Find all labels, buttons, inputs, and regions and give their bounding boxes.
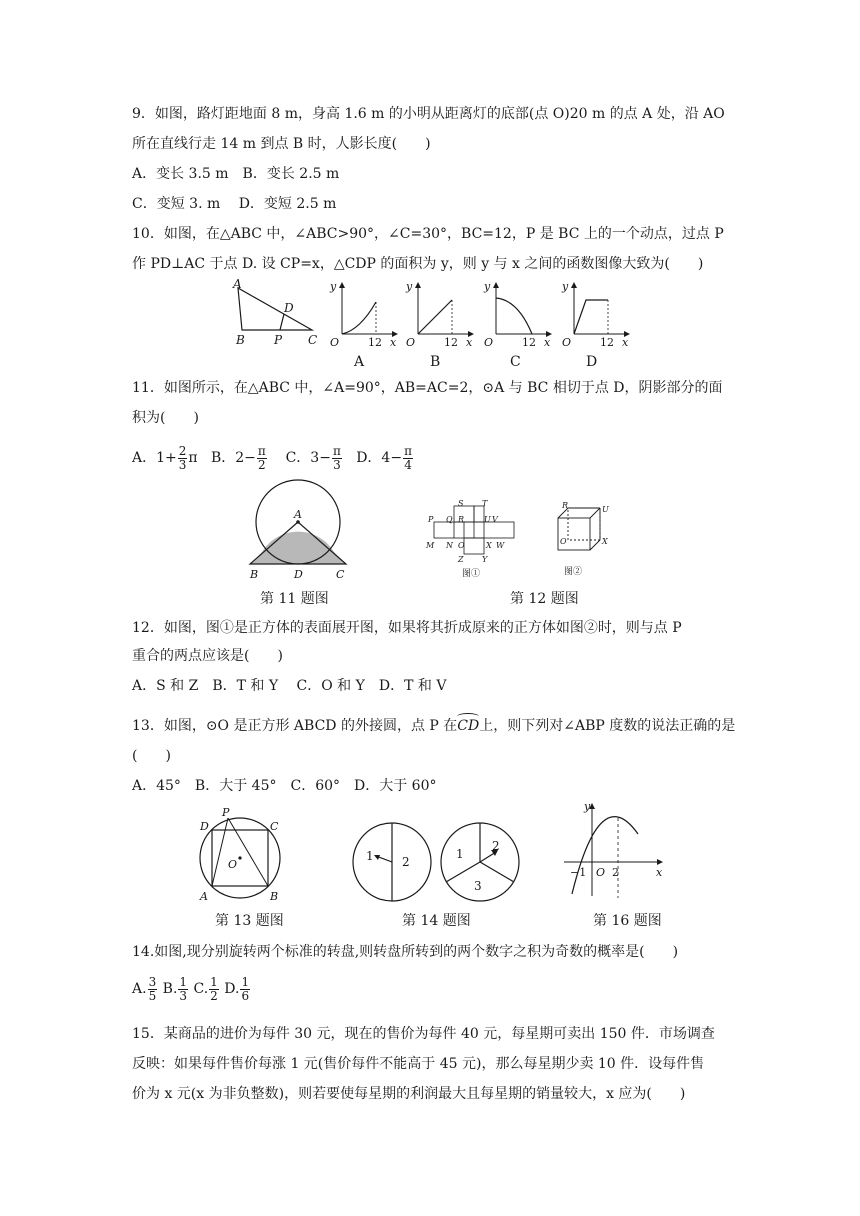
q9-line2: 所在直线行走 14 m 到点 B 时，人影长度( ) [132, 136, 431, 152]
svg-text:y: y [484, 280, 491, 293]
svg-text:A: A [200, 890, 208, 903]
svg-text:3: 3 [474, 879, 482, 893]
q13-line2: ( ) [132, 748, 171, 764]
q10-label-b: B [236, 333, 245, 347]
q11-caption: 第 11 题图 [260, 591, 329, 607]
q15-line2: 反映：如果每件售价每涨 1 元(售价每件不能高于 45 元)，那么每星期少卖 10 件．设每件售 [132, 1056, 705, 1072]
q15-line1: 15．某商品的进价为每件 30 元，现在的售价为每件 40 元，每星期可卖出 150 件．市场调查 [132, 1026, 715, 1042]
q12-line1: 12．如图，图①是正方体的表面展开图，如果将其折成原来的正方体如图②时，则与点 P [132, 620, 682, 636]
q10-line2: 作 PD⊥AC 于点 D. 设 CP=x，△CDP 的面积为 y，则 y 与 x 之间的函数图像大致为( ) [132, 256, 704, 272]
svg-text:x: x [466, 336, 473, 349]
svg-text:T: T [482, 499, 488, 508]
q10-graph-d [560, 280, 636, 370]
svg-text:x: x [544, 336, 551, 349]
svg-text:x: x [656, 866, 663, 879]
svg-text:Z: Z [458, 555, 464, 564]
q11-line2: 积为( ) [132, 410, 199, 426]
q10-choice-a: A [354, 354, 365, 370]
q10-graph-b [404, 280, 480, 370]
q12-fig1-label: 图① [462, 569, 481, 579]
svg-text:A: A [294, 508, 302, 521]
svg-text:y: y [562, 280, 569, 293]
svg-text:12: 12 [368, 336, 382, 349]
q10-choice-b: B [430, 354, 441, 370]
q9-line1: 9．如图，路灯距地面 8 m，身高 1.6 m 的小明从距离灯的底部(点 O)20 m 的点 A 处，沿 AO [132, 106, 725, 122]
svg-text:U: U [484, 515, 491, 524]
svg-text:O: O [560, 537, 567, 546]
q14-line1: 14.如图,现分别旋转两个标准的转盘,则转盘所转到的两个数字之积为奇数的概率是( ) [132, 944, 679, 960]
q10-graph-c [482, 280, 558, 370]
svg-text:O: O [562, 336, 572, 349]
q12-cube-figure [550, 498, 620, 578]
q16-figure [560, 800, 670, 900]
svg-text:Q: Q [446, 515, 453, 524]
q10-triangle-figure [228, 278, 328, 348]
svg-text:X: X [486, 541, 492, 550]
svg-text:y: y [330, 280, 337, 293]
q11-line1: 11．如图所示，在△ABC 中，∠A=90°，AB=AC=2，⊙A 与 BC 相切于点 D，阴影部分的面 [132, 380, 723, 396]
q14-options: A. $\frac{3}{5}$ B. $\frac{1}{3}$ C. $\frac{1}{2}$ D. $\frac{1}{6}$ [132, 974, 250, 1003]
svg-text:X: X [602, 537, 608, 546]
q10-label-p: P [274, 333, 283, 347]
svg-text:B: B [270, 890, 279, 903]
q11-figure [248, 484, 358, 584]
q10-choice-c: C [510, 354, 521, 370]
svg-text:12: 12 [600, 336, 614, 349]
svg-text:O: O [406, 336, 416, 349]
q12-net-figure [424, 500, 524, 580]
svg-text:D: D [200, 820, 209, 833]
svg-text:x: x [390, 336, 397, 349]
q12-line2: 重合的两点应该是( ) [132, 648, 283, 664]
svg-text:O: O [228, 858, 238, 871]
svg-text:P: P [222, 806, 230, 819]
q14-spinner-2 [438, 820, 522, 904]
svg-text:y: y [584, 800, 591, 813]
svg-text:M: M [426, 541, 435, 550]
svg-text:W: W [496, 541, 505, 550]
svg-text:Y: Y [482, 555, 488, 564]
svg-text:1: 1 [456, 847, 464, 861]
svg-text:O: O [458, 541, 465, 550]
q10-label-c: C [308, 333, 318, 347]
svg-text:12: 12 [522, 336, 536, 349]
q12-options: A．S 和 Z B．T 和 Y C．O 和 Y D．T 和 V [132, 678, 447, 694]
q10-line1: 10．如图，在△ABC 中，∠ABC>90°，∠C=30°，BC=12，P 是 BC 上的一个动点，过点 P [132, 226, 724, 242]
q13-figure [196, 804, 288, 904]
q10-label-d: D [284, 301, 294, 315]
svg-text:R: R [458, 515, 465, 524]
q13-line1: 13．如图，⊙O 是正方形 ABCD 的外接圆，点 P 在 CD上，则下列对∠ABP 度数的说法正确的是 [132, 716, 735, 736]
svg-text:O: O [484, 336, 494, 349]
q11-options: A．1+ $\frac{2}{3}$ π B．2− $\frac{\pi}{2}$ C．3− $\frac{\pi}{3}$ D．4− $\frac{\pi}{4}$ [132, 443, 412, 472]
svg-text:2: 2 [402, 855, 410, 869]
svg-text:−1: −1 [570, 866, 587, 879]
svg-text:2: 2 [492, 839, 500, 853]
svg-text:y: y [406, 280, 413, 293]
svg-text:2: 2 [612, 866, 619, 879]
svg-text:N: N [446, 541, 453, 550]
q12-fig2-label: 图② [564, 567, 583, 577]
q10-label-a: A [233, 277, 242, 291]
svg-text:x: x [622, 336, 629, 349]
q9-options-ab: A．变长 3.5 m B．变长 2.5 m [132, 166, 340, 182]
q13-arc-cd: CD [457, 716, 479, 736]
svg-text:S: S [458, 499, 464, 508]
svg-text:O: O [330, 336, 340, 349]
q16-caption: 第 16 题图 [593, 913, 662, 929]
svg-text:D: D [294, 568, 303, 581]
q13-options: A．45° B．大于 45° C．60° D．大于 60° [132, 778, 437, 794]
svg-text:1: 1 [366, 849, 374, 863]
q14-caption: 第 14 题图 [402, 913, 471, 929]
svg-text:O: O [596, 866, 606, 879]
q10-choice-d: D [586, 354, 598, 370]
svg-text:B: B [250, 568, 259, 581]
svg-text:C: C [270, 820, 279, 833]
q9-options-cd: C．变短 3. m D．变短 2.5 m [132, 196, 337, 212]
svg-text:V: V [492, 515, 498, 524]
q10-graph-a [328, 280, 404, 370]
q14-spinner-1 [350, 820, 434, 904]
q15-line3: 价为 x 元(x 为非负整数)，则若要使每星期的利润最大且每星期的销量较大，x 应为( ) [132, 1086, 686, 1102]
svg-text:R: R [562, 501, 569, 510]
q12-caption: 第 12 题图 [510, 591, 579, 607]
q13-caption: 第 13 题图 [215, 913, 284, 929]
svg-text:C: C [336, 568, 345, 581]
svg-text:P: P [428, 515, 434, 524]
svg-text:U: U [602, 505, 609, 514]
svg-text:12: 12 [444, 336, 458, 349]
